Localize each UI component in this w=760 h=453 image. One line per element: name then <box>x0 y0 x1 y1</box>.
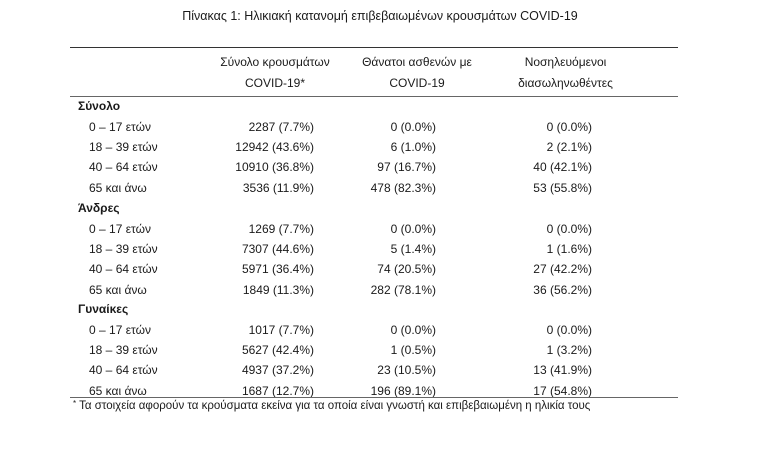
table-row <box>0 360 760 380</box>
intubated-cell: 17 (54.8%) <box>533 383 592 398</box>
deaths-cell: 0 (0.0%) <box>390 222 436 236</box>
header-total-cases-line2: COVID-19* <box>244 76 306 90</box>
intubated-cell: 0 (0.0%) <box>546 222 592 236</box>
table-row <box>0 178 760 198</box>
deaths-cell: 1 (0.5%) <box>390 343 436 358</box>
age-cell: 65 και άνω <box>89 180 147 195</box>
cases-cell: 12942 (43.6%) <box>235 140 314 155</box>
header-total-cases-line1: Σύνολο κρουσμάτων <box>220 55 330 69</box>
table-row <box>0 117 760 137</box>
deaths-cell: 196 (89.1%) <box>370 383 436 398</box>
cases-cell: 10910 (36.8%) <box>235 160 314 175</box>
deaths-cell: 6 (1.0%) <box>390 140 436 155</box>
intubated-cell: 1 (3.2%) <box>546 343 592 358</box>
intubated-cell: 53 (55.8%) <box>533 180 592 195</box>
age-cell: 40 – 64 ετών <box>89 363 158 378</box>
intubated-cell: 40 (42.1%) <box>533 160 592 175</box>
cases-cell: 7307 (44.6%) <box>241 242 314 257</box>
age-cell: 0 – 17 ετών <box>89 323 151 337</box>
header-deaths <box>353 52 481 94</box>
cases-cell: 2287 (7.7%) <box>248 120 314 134</box>
table-row <box>0 137 760 157</box>
age-cell: 18 – 39 ετών <box>89 140 158 155</box>
age-cell: 40 – 64 ετών <box>89 262 158 277</box>
deaths-cell: 5 (1.4%) <box>390 242 436 257</box>
footnote-marker: * <box>73 399 77 408</box>
cases-cell: 1017 (7.7%) <box>248 323 314 337</box>
deaths-cell: 0 (0.0%) <box>390 120 436 134</box>
age-cell: 65 και άνω <box>89 383 147 398</box>
age-cell: 0 – 17 ετών <box>89 222 151 236</box>
table-top-rule <box>70 47 678 48</box>
header-deaths-line1: Θάνατοι ασθενών με <box>362 55 472 69</box>
intubated-cell: 0 (0.0%) <box>546 323 592 337</box>
header-divider <box>70 96 678 97</box>
header-intubated-line1: Νοσηλευόμενοι <box>524 55 607 69</box>
cases-cell: 3536 (11.9%) <box>242 180 314 195</box>
table-bottom-rule <box>70 397 678 398</box>
cases-cell: 1269 (7.7%) <box>248 222 314 236</box>
deaths-cell: 0 (0.0%) <box>390 323 436 337</box>
intubated-cell: 36 (56.2%) <box>533 282 592 297</box>
deaths-cell: 478 (82.3%) <box>370 180 436 195</box>
table-row <box>0 157 760 177</box>
group-label: Γυναίκες <box>78 302 129 316</box>
table-row <box>0 340 760 360</box>
deaths-cell: 282 (78.1%) <box>370 282 436 297</box>
header-intubated-line2: διασωληνωθέντες <box>518 76 613 90</box>
intubated-cell: 27 (42.2%) <box>533 262 592 277</box>
intubated-cell: 0 (0.0%) <box>546 120 592 134</box>
table-row <box>0 219 760 239</box>
age-cell: 0 – 17 ετών <box>89 120 151 134</box>
age-cell: 65 και άνω <box>89 282 147 297</box>
cases-cell: 5971 (36.4%) <box>241 262 314 277</box>
header-total-cases <box>201 52 349 94</box>
intubated-cell: 2 (2.1%) <box>546 140 592 155</box>
intubated-cell: 13 (41.9%) <box>533 363 592 378</box>
table-row <box>0 259 760 279</box>
age-cell: 18 – 39 ετών <box>89 343 158 358</box>
cases-cell: 1849 (11.3%) <box>242 282 314 297</box>
header-intubated <box>483 52 648 94</box>
footnote-text: Τα στοιχεία αφορούν τα κρούσματα εκείνα για τα οποία είναι γνωστή και επιβεβαιωμένη η ηλικία τους <box>79 400 591 412</box>
age-cell: 18 – 39 ετών <box>89 242 158 257</box>
cases-cell: 4937 (37.2%) <box>241 363 314 378</box>
age-cell: 40 – 64 ετών <box>89 160 158 175</box>
cases-cell: 1687 (12.7%) <box>241 383 314 398</box>
header-deaths-line2: COVID-19 <box>389 76 445 90</box>
group-label: Άνδρες <box>78 201 120 215</box>
deaths-cell: 97 (16.7%) <box>377 160 436 175</box>
group-label: Σύνολο <box>78 99 121 113</box>
deaths-cell: 74 (20.5%) <box>377 262 436 277</box>
table-row <box>0 320 760 340</box>
table-row <box>0 239 760 259</box>
table-row <box>0 280 760 300</box>
footnote <box>73 400 590 412</box>
cases-cell: 5627 (42.4%) <box>241 343 314 358</box>
table-title: Πίνακας 1: Ηλικιακή κατανομή επιβεβαιωμένων κρουσμάτων COVID-19 <box>182 9 578 23</box>
intubated-cell: 1 (1.6%) <box>546 242 592 257</box>
deaths-cell: 23 (10.5%) <box>377 363 436 378</box>
